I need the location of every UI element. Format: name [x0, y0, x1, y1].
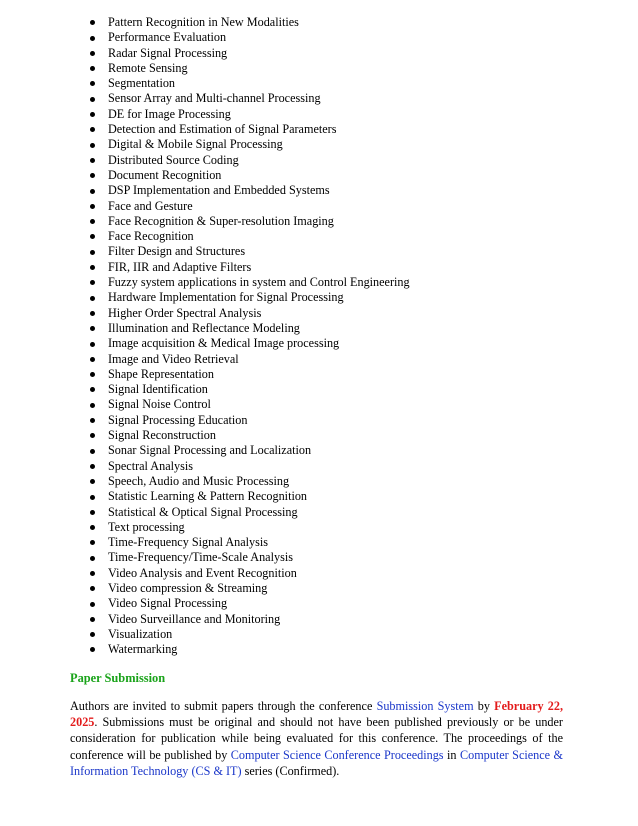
topic-list-item — [88, 581, 608, 596]
topic-label: DE for Image Processing — [108, 106, 231, 121]
topic-list-item — [88, 489, 608, 504]
bullet-icon — [90, 479, 95, 484]
bullet-icon — [90, 36, 95, 41]
bullet-icon — [90, 81, 95, 86]
bullet-icon — [90, 280, 95, 285]
bullet-icon — [90, 372, 95, 377]
topic-list-item — [88, 168, 608, 183]
bullet-icon — [90, 265, 95, 270]
topic-list-item — [88, 474, 608, 489]
topic-list-item — [88, 352, 608, 367]
topic-list-item — [88, 413, 608, 428]
bullet-icon — [90, 387, 95, 392]
topic-label: Sonar Signal Processing and Localization — [108, 443, 312, 458]
topic-label: Spectral Analysis — [108, 458, 193, 473]
topic-list-item — [88, 214, 608, 229]
topic-list-item — [88, 428, 608, 443]
bullet-icon — [90, 112, 95, 117]
topic-label: Statistic Learning & Pattern Recognition — [108, 489, 308, 504]
topic-label: Time-Frequency Signal Analysis — [108, 535, 269, 550]
topic-label: Fuzzy system applications in system and Control Engineering — [108, 275, 410, 290]
topic-label: Face and Gesture — [108, 198, 193, 213]
topic-label: Video Signal Processing — [108, 596, 228, 611]
topic-list-item — [88, 76, 608, 91]
topic-list-item — [88, 244, 608, 259]
topic-label: Distributed Source Coding — [108, 152, 239, 167]
bullet-icon — [90, 540, 95, 545]
topic-list-item — [88, 627, 608, 642]
topic-label: DSP Implementation and Embedded Systems — [108, 183, 330, 198]
topic-label: Watermarking — [108, 642, 178, 657]
bullet-icon — [90, 357, 95, 362]
topic-list-item — [88, 91, 608, 106]
topic-list-item — [88, 153, 608, 168]
bullet-icon — [90, 234, 95, 239]
topic-list-item — [88, 336, 608, 351]
topic-list-item — [88, 137, 608, 152]
topic-label: Performance Evaluation — [108, 30, 227, 45]
bullet-icon — [90, 602, 95, 607]
bullet-icon — [90, 127, 95, 132]
paper-submission-paragraph — [70, 698, 563, 779]
topic-list-item — [88, 183, 608, 198]
topic-label: Radar Signal Processing — [108, 45, 228, 60]
topic-label: Pattern Recognition in New Modalities — [108, 15, 299, 29]
topic-list-item — [88, 229, 608, 244]
bullet-icon — [90, 617, 95, 622]
bullet-icon — [90, 342, 95, 347]
topic-label: Time-Frequency/Time-Scale Analysis — [108, 550, 293, 565]
bullet-icon — [90, 158, 95, 163]
bullet-icon — [90, 219, 95, 224]
bullet-icon — [90, 525, 95, 530]
topic-list-item — [88, 275, 608, 290]
topic-label: Remote Sensing — [108, 60, 188, 75]
topic-label: Shape Representation — [108, 366, 214, 381]
topic-list-item — [88, 122, 608, 137]
topic-list-item — [88, 30, 608, 45]
topic-label: Filter Design and Structures — [108, 244, 246, 259]
bullet-icon — [90, 449, 95, 454]
bullet-icon — [90, 296, 95, 301]
topic-list-item — [88, 367, 608, 382]
bullet-icon — [90, 464, 95, 469]
bullet-icon — [90, 189, 95, 194]
topic-list-item — [88, 520, 608, 535]
bullet-icon — [90, 556, 95, 561]
topic-list-item — [88, 535, 608, 550]
paragraph-text: Authors are invited to submit papers through the conference — [70, 699, 377, 713]
topic-label: Document Recognition — [108, 167, 222, 182]
bullet-icon — [90, 632, 95, 637]
topic-label: Image acquisition & Medical Image processing — [108, 336, 340, 351]
topic-list-item — [88, 566, 608, 581]
topic-label: Visualization — [108, 626, 173, 641]
topic-label: Signal Noise Control — [108, 397, 211, 412]
bullet-icon — [90, 250, 95, 255]
topic-label: Segmentation — [108, 76, 176, 91]
topic-list-item — [88, 46, 608, 61]
topic-label: Signal Reconstruction — [108, 428, 216, 443]
topic-list-item — [88, 550, 608, 565]
bullet-icon — [90, 143, 95, 148]
topic-label: FIR, IIR and Adaptive Filters — [108, 259, 252, 274]
topic-label: Text processing — [108, 519, 185, 534]
topic-label: Video Surveillance and Monitoring — [108, 611, 281, 626]
paragraph-text: series (Confirmed). — [241, 763, 340, 778]
bullet-icon — [90, 97, 95, 102]
topic-label: Illumination and Reflectance Modeling — [108, 320, 300, 335]
topic-list — [88, 15, 608, 657]
topic-list-item — [88, 15, 608, 30]
submission-system-link[interactable]: Submission System — [376, 699, 474, 713]
bullet-icon — [90, 51, 95, 56]
topic-label: Face Recognition & Super-resolution Imaging — [108, 213, 334, 228]
topic-list-item — [88, 321, 608, 336]
topic-list-item — [88, 260, 608, 275]
submission-deadline: February 22, 2025 — [70, 699, 564, 730]
proceedings-link[interactable]: Computer Science Conference Proceedings — [230, 747, 444, 762]
topic-list-item — [88, 290, 608, 305]
bullet-icon — [90, 495, 95, 500]
series-link[interactable]: Computer Science & Information Technology (CS & IT) — [70, 747, 564, 778]
topic-label: Image and Video Retrieval — [108, 351, 239, 366]
topic-label: Digital & Mobile Signal Processing — [108, 137, 283, 152]
topic-label: Speech, Audio and Music Processing — [108, 473, 290, 488]
paragraph-text: in — [443, 747, 460, 762]
bullet-icon — [90, 433, 95, 438]
bullet-icon — [90, 20, 95, 25]
topic-list-item — [88, 306, 608, 321]
paragraph-text: . Submissions must be original and should not have been published previously or be under consideration for publication while being evaluated for this conference. The proceedings of the conference will be published by — [70, 715, 563, 762]
section-heading-paper-submission: Paper Submission — [70, 671, 166, 685]
bullet-icon — [90, 403, 95, 408]
topic-list-item — [88, 443, 608, 458]
bullet-icon — [90, 647, 95, 652]
bullet-icon — [90, 418, 95, 423]
topic-label: Sensor Array and Multi-channel Processing — [108, 91, 321, 106]
topic-list-item — [88, 199, 608, 214]
topic-label: Signal Processing Education — [108, 412, 248, 427]
topic-list-item — [88, 459, 608, 474]
topic-label: Hardware Implementation for Signal Processing — [108, 290, 344, 305]
bullet-icon — [90, 510, 95, 515]
bullet-icon — [90, 173, 95, 178]
topic-label: Signal Identification — [108, 382, 208, 397]
topic-list-item — [88, 61, 608, 76]
topic-list-item — [88, 382, 608, 397]
paragraph-text: by — [473, 699, 495, 713]
topic-list-item — [88, 505, 608, 520]
topic-label: Video Analysis and Event Recognition — [108, 565, 297, 580]
bullet-icon — [90, 66, 95, 71]
bullet-icon — [90, 586, 95, 591]
topic-list-item — [88, 397, 608, 412]
topic-label: Video compression & Streaming — [108, 580, 268, 595]
topic-list-item — [88, 596, 608, 611]
topic-list-item — [88, 612, 608, 627]
topic-label: Face Recognition — [108, 229, 194, 244]
topic-label: Detection and Estimation of Signal Parameters — [108, 122, 337, 137]
topic-label: Higher Order Spectral Analysis — [108, 305, 262, 320]
topic-list-item — [88, 642, 608, 657]
bullet-icon — [90, 204, 95, 209]
bullet-icon — [90, 571, 95, 576]
topic-label: Statistical & Optical Signal Processing — [108, 504, 298, 519]
bullet-icon — [90, 311, 95, 316]
topic-list-item — [88, 107, 608, 122]
bullet-icon — [90, 326, 95, 331]
